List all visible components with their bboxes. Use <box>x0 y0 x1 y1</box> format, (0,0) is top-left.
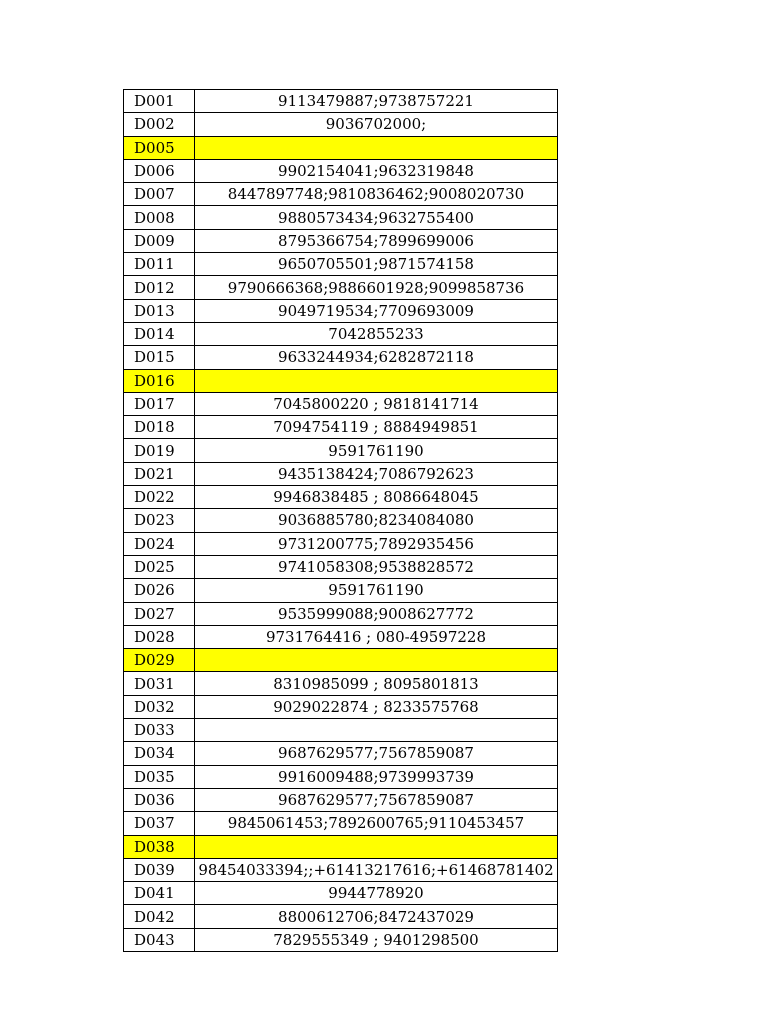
record-id-cell[interactable]: D022 <box>124 486 195 509</box>
table-row <box>124 229 558 252</box>
table-row <box>124 392 558 415</box>
record-id-cell[interactable]: D023 <box>124 509 195 532</box>
table-row <box>124 159 558 182</box>
record-id-cell[interactable]: D009 <box>124 229 195 252</box>
table-row <box>124 90 558 113</box>
phone-numbers-cell[interactable]: 9633244934;6282872118 <box>195 346 558 369</box>
record-id-cell[interactable]: D015 <box>124 346 195 369</box>
record-id-cell[interactable]: D037 <box>124 812 195 835</box>
record-id-cell[interactable]: D028 <box>124 625 195 648</box>
table-row <box>124 206 558 229</box>
phone-numbers-cell[interactable]: 8800612706;8472437029 <box>195 905 558 928</box>
phone-numbers-cell[interactable]: 9049719534;7709693009 <box>195 299 558 322</box>
table-row <box>124 509 558 532</box>
phone-directory-table <box>123 89 558 952</box>
phone-numbers-cell[interactable]: 9036885780;8234084080 <box>195 509 558 532</box>
phone-numbers-cell[interactable]: 8447897748;9810836462;9008020730 <box>195 183 558 206</box>
record-id-cell[interactable]: D034 <box>124 742 195 765</box>
phone-numbers-cell[interactable]: 9036702000; <box>195 113 558 136</box>
table-row <box>124 369 558 392</box>
phone-numbers-cell[interactable]: 9845061453;7892600765;9110453457 <box>195 812 558 835</box>
table-row <box>124 625 558 648</box>
table-row <box>124 812 558 835</box>
phone-numbers-cell[interactable]: 9944778920 <box>195 882 558 905</box>
phone-numbers-cell[interactable]: 98454033394;;+61413217616;+61468781402 <box>195 858 558 881</box>
record-id-cell[interactable]: D025 <box>124 555 195 578</box>
table-row <box>124 695 558 718</box>
phone-numbers-cell[interactable]: 7042855233 <box>195 322 558 345</box>
phone-numbers-cell[interactable]: 9790666368;9886601928;9099858736 <box>195 276 558 299</box>
phone-numbers-cell[interactable]: 9741058308;9538828572 <box>195 555 558 578</box>
table-row <box>124 346 558 369</box>
record-id-cell[interactable]: D018 <box>124 416 195 439</box>
phone-numbers-cell[interactable] <box>195 719 558 742</box>
record-id-cell[interactable]: D002 <box>124 113 195 136</box>
phone-numbers-cell[interactable] <box>195 649 558 672</box>
record-id-cell[interactable]: D014 <box>124 322 195 345</box>
table-row <box>124 905 558 928</box>
table-row <box>124 742 558 765</box>
record-id-cell[interactable]: D029 <box>124 649 195 672</box>
table-row <box>124 136 558 159</box>
phone-numbers-cell[interactable] <box>195 369 558 392</box>
record-id-cell[interactable]: D016 <box>124 369 195 392</box>
record-id-cell[interactable]: D039 <box>124 858 195 881</box>
phone-directory-sheet <box>123 89 558 952</box>
record-id-cell[interactable]: D035 <box>124 765 195 788</box>
phone-numbers-cell[interactable]: 8310985099 ; 8095801813 <box>195 672 558 695</box>
record-id-cell[interactable]: D011 <box>124 253 195 276</box>
record-id-cell[interactable]: D026 <box>124 579 195 602</box>
table-row <box>124 602 558 625</box>
phone-numbers-cell[interactable]: 9731200775;7892935456 <box>195 532 558 555</box>
table-row <box>124 253 558 276</box>
record-id-cell[interactable]: D027 <box>124 602 195 625</box>
record-id-cell[interactable]: D031 <box>124 672 195 695</box>
table-row <box>124 439 558 462</box>
table-row <box>124 276 558 299</box>
table-row <box>124 462 558 485</box>
record-id-cell[interactable]: D019 <box>124 439 195 462</box>
record-id-cell[interactable]: D036 <box>124 788 195 811</box>
table-row <box>124 113 558 136</box>
table-row <box>124 579 558 602</box>
phone-numbers-cell[interactable] <box>195 136 558 159</box>
record-id-cell[interactable]: D001 <box>124 90 195 113</box>
phone-numbers-cell[interactable]: 9029022874 ; 8233575768 <box>195 695 558 718</box>
table-body <box>124 90 558 952</box>
table-row <box>124 788 558 811</box>
phone-numbers-cell[interactable]: 9731764416 ; 080-49597228 <box>195 625 558 648</box>
phone-numbers-cell[interactable]: 9650705501;9871574158 <box>195 253 558 276</box>
table-row <box>124 555 558 578</box>
table-row <box>124 183 558 206</box>
table-row <box>124 486 558 509</box>
record-id-cell[interactable]: D024 <box>124 532 195 555</box>
phone-numbers-cell[interactable]: 9591761190 <box>195 439 558 462</box>
record-id-cell[interactable]: D012 <box>124 276 195 299</box>
table-row <box>124 416 558 439</box>
phone-numbers-cell[interactable]: 9880573434;9632755400 <box>195 206 558 229</box>
record-id-cell[interactable]: D032 <box>124 695 195 718</box>
table-row <box>124 672 558 695</box>
record-id-cell[interactable]: D033 <box>124 719 195 742</box>
table-row <box>124 765 558 788</box>
record-id-cell[interactable]: D042 <box>124 905 195 928</box>
phone-numbers-cell[interactable]: 7094754119 ; 8884949851 <box>195 416 558 439</box>
phone-numbers-cell[interactable]: 7829555349 ; 9401298500 <box>195 928 558 951</box>
phone-numbers-cell[interactable]: 9113479887;9738757221 <box>195 90 558 113</box>
phone-numbers-cell[interactable]: 9535999088;9008627772 <box>195 602 558 625</box>
record-id-cell[interactable]: D006 <box>124 159 195 182</box>
phone-numbers-cell[interactable]: 9687629577;7567859087 <box>195 742 558 765</box>
table-row <box>124 882 558 905</box>
phone-numbers-cell[interactable]: 7045800220 ; 9818141714 <box>195 392 558 415</box>
table-row <box>124 322 558 345</box>
phone-numbers-cell[interactable]: 9902154041;9632319848 <box>195 159 558 182</box>
record-id-cell[interactable]: D013 <box>124 299 195 322</box>
table-row <box>124 928 558 951</box>
table-row <box>124 299 558 322</box>
table-row <box>124 835 558 858</box>
record-id-cell[interactable]: D038 <box>124 835 195 858</box>
phone-numbers-cell[interactable]: 9946838485 ; 8086648045 <box>195 486 558 509</box>
phone-numbers-cell[interactable]: 8795366754;7899699006 <box>195 229 558 252</box>
table-row <box>124 649 558 672</box>
phone-numbers-cell[interactable] <box>195 835 558 858</box>
phone-numbers-cell[interactable]: 9916009488;9739993739 <box>195 765 558 788</box>
table-row <box>124 858 558 881</box>
record-id-cell[interactable]: D043 <box>124 928 195 951</box>
record-id-cell[interactable]: D007 <box>124 183 195 206</box>
record-id-cell[interactable]: D041 <box>124 882 195 905</box>
record-id-cell[interactable]: D005 <box>124 136 195 159</box>
record-id-cell[interactable]: D021 <box>124 462 195 485</box>
phone-numbers-cell[interactable]: 9435138424;7086792623 <box>195 462 558 485</box>
table-row <box>124 532 558 555</box>
phone-numbers-cell[interactable]: 9687629577;7567859087 <box>195 788 558 811</box>
record-id-cell[interactable]: D008 <box>124 206 195 229</box>
record-id-cell[interactable]: D017 <box>124 392 195 415</box>
table-row <box>124 719 558 742</box>
phone-numbers-cell[interactable]: 9591761190 <box>195 579 558 602</box>
